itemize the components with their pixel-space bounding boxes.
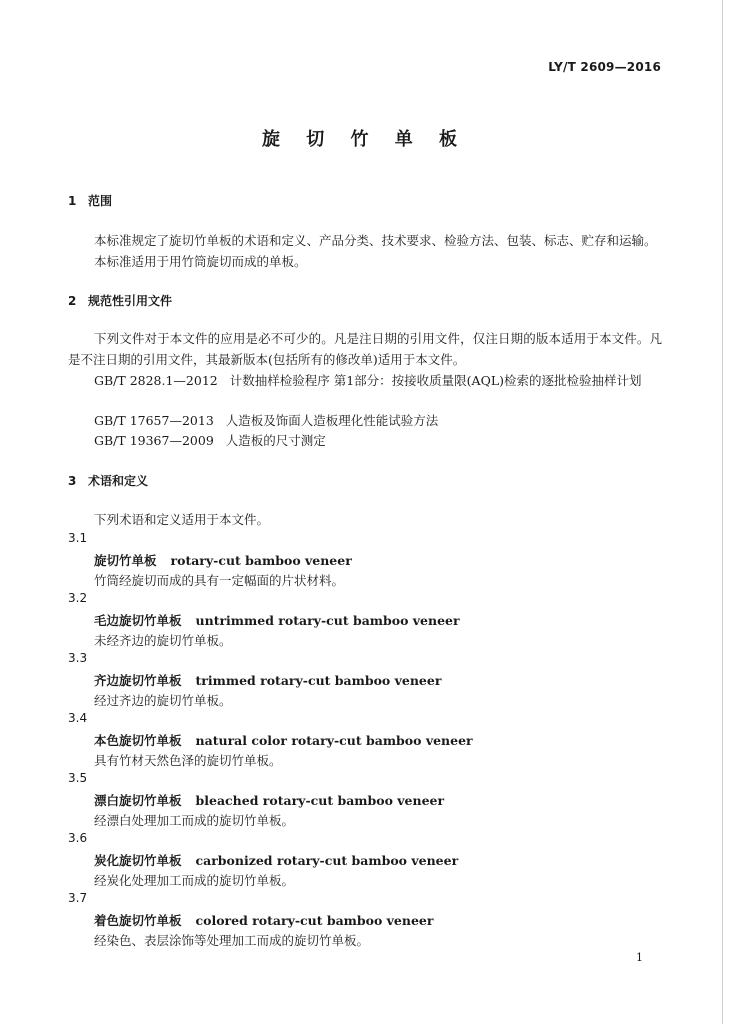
section-heading-references xyxy=(68,292,172,309)
reference-title: 计数抽样检验程序 第1部分：按接收质量限(AQL)检索的逐批检验抽样计划 xyxy=(229,373,642,388)
term-name-zh: 齐边旋切竹单板 xyxy=(94,673,182,688)
reference-item xyxy=(68,370,662,391)
reference-title: 人造板的尺寸测定 xyxy=(225,433,326,448)
term-name-en: colored rotary-cut bamboo veneer xyxy=(195,913,434,928)
section-heading-scope xyxy=(68,192,112,209)
terms-intro: 下列术语和定义适用于本文件。 xyxy=(94,512,270,527)
scope-paragraph-2: 本标准适用于用竹筒旋切而成的单板。 xyxy=(94,254,307,269)
reference-code: GB/T 17657—2013 xyxy=(94,413,214,428)
term-name xyxy=(94,611,460,629)
term-name xyxy=(94,551,352,569)
reference-item xyxy=(94,431,326,449)
section-title: 规范性引用文件 xyxy=(88,294,173,308)
term-name-zh: 本色旋切竹单板 xyxy=(94,733,182,748)
term-name-en: carbonized rotary-cut bamboo veneer xyxy=(195,853,459,868)
term-name-zh: 毛边旋切竹单板 xyxy=(94,613,182,628)
section-number: 1 xyxy=(68,194,77,208)
page-number: 1 xyxy=(636,951,643,964)
document-title: 旋 切 竹 单 板 xyxy=(261,129,468,150)
term-definition: 具有竹材天然色泽的旋切竹单板。 xyxy=(94,753,282,768)
reference-item xyxy=(94,411,438,429)
term-number: 3.6 xyxy=(68,831,88,845)
standard-code: LY/T 2609—2016 xyxy=(548,60,661,74)
term-definition: 竹筒经旋切而成的具有一定幅面的片状材料。 xyxy=(94,573,345,588)
term-name-zh: 漂白旋切竹单板 xyxy=(94,793,182,808)
term-number: 3.1 xyxy=(68,531,88,545)
term-name-en: rotary-cut bamboo veneer xyxy=(170,553,352,568)
page-edge-line xyxy=(722,0,723,1024)
term-name-en: untrimmed rotary-cut bamboo veneer xyxy=(195,613,460,628)
term-name xyxy=(94,791,444,809)
term-definition: 未经齐边的旋切竹单板。 xyxy=(94,633,232,648)
term-number: 3.7 xyxy=(68,891,88,905)
reference-code: GB/T 2828.1—2012 xyxy=(94,373,218,388)
section-number: 3 xyxy=(68,474,77,488)
term-number: 3.2 xyxy=(68,591,88,605)
term-name-en: trimmed rotary-cut bamboo veneer xyxy=(195,673,442,688)
section-heading-terms xyxy=(68,472,148,489)
term-name xyxy=(94,911,433,929)
term-name-en: bleached rotary-cut bamboo veneer xyxy=(195,793,445,808)
term-definition: 经染色、表层涂饰等处理加工而成的旋切竹单板。 xyxy=(94,933,370,948)
term-name xyxy=(94,671,441,689)
term-number: 3.4 xyxy=(68,711,88,725)
term-definition: 经过齐边的旋切竹单板。 xyxy=(94,693,232,708)
term-number: 3.5 xyxy=(68,771,88,785)
reference-code: GB/T 19367—2009 xyxy=(94,433,214,448)
reference-title: 人造板及饰面人造板理化性能试验方法 xyxy=(225,413,439,428)
term-number: 3.3 xyxy=(68,651,88,665)
term-name-zh: 炭化旋切竹单板 xyxy=(94,853,182,868)
term-definition: 经炭化处理加工而成的旋切竹单板。 xyxy=(94,873,295,888)
references-intro: 下列文件对于本文件的应用是必不可少的。凡是注日期的引用文件，仅注日期的版本适用于本文件。凡是不注日期的引用文件，其最新版本(包括所有的修改单)适用于本文件。 xyxy=(68,331,662,367)
term-definition: 经漂白处理加工而成的旋切竹单板。 xyxy=(94,813,295,828)
term-name-zh: 旋切竹单板 xyxy=(94,553,157,568)
section-title: 术语和定义 xyxy=(88,474,149,488)
term-name xyxy=(94,851,458,869)
term-name-zh: 着色旋切竹单板 xyxy=(94,913,182,928)
scope-paragraph-1: 本标准规定了旋切竹单板的术语和定义、产品分类、技术要求、检验方法、包装、标志、贮存和运输。 xyxy=(94,233,657,248)
term-name-en: natural color rotary-cut bamboo veneer xyxy=(195,733,473,748)
section-number: 2 xyxy=(68,294,77,308)
section-title: 范围 xyxy=(88,194,113,208)
term-name xyxy=(94,731,473,749)
